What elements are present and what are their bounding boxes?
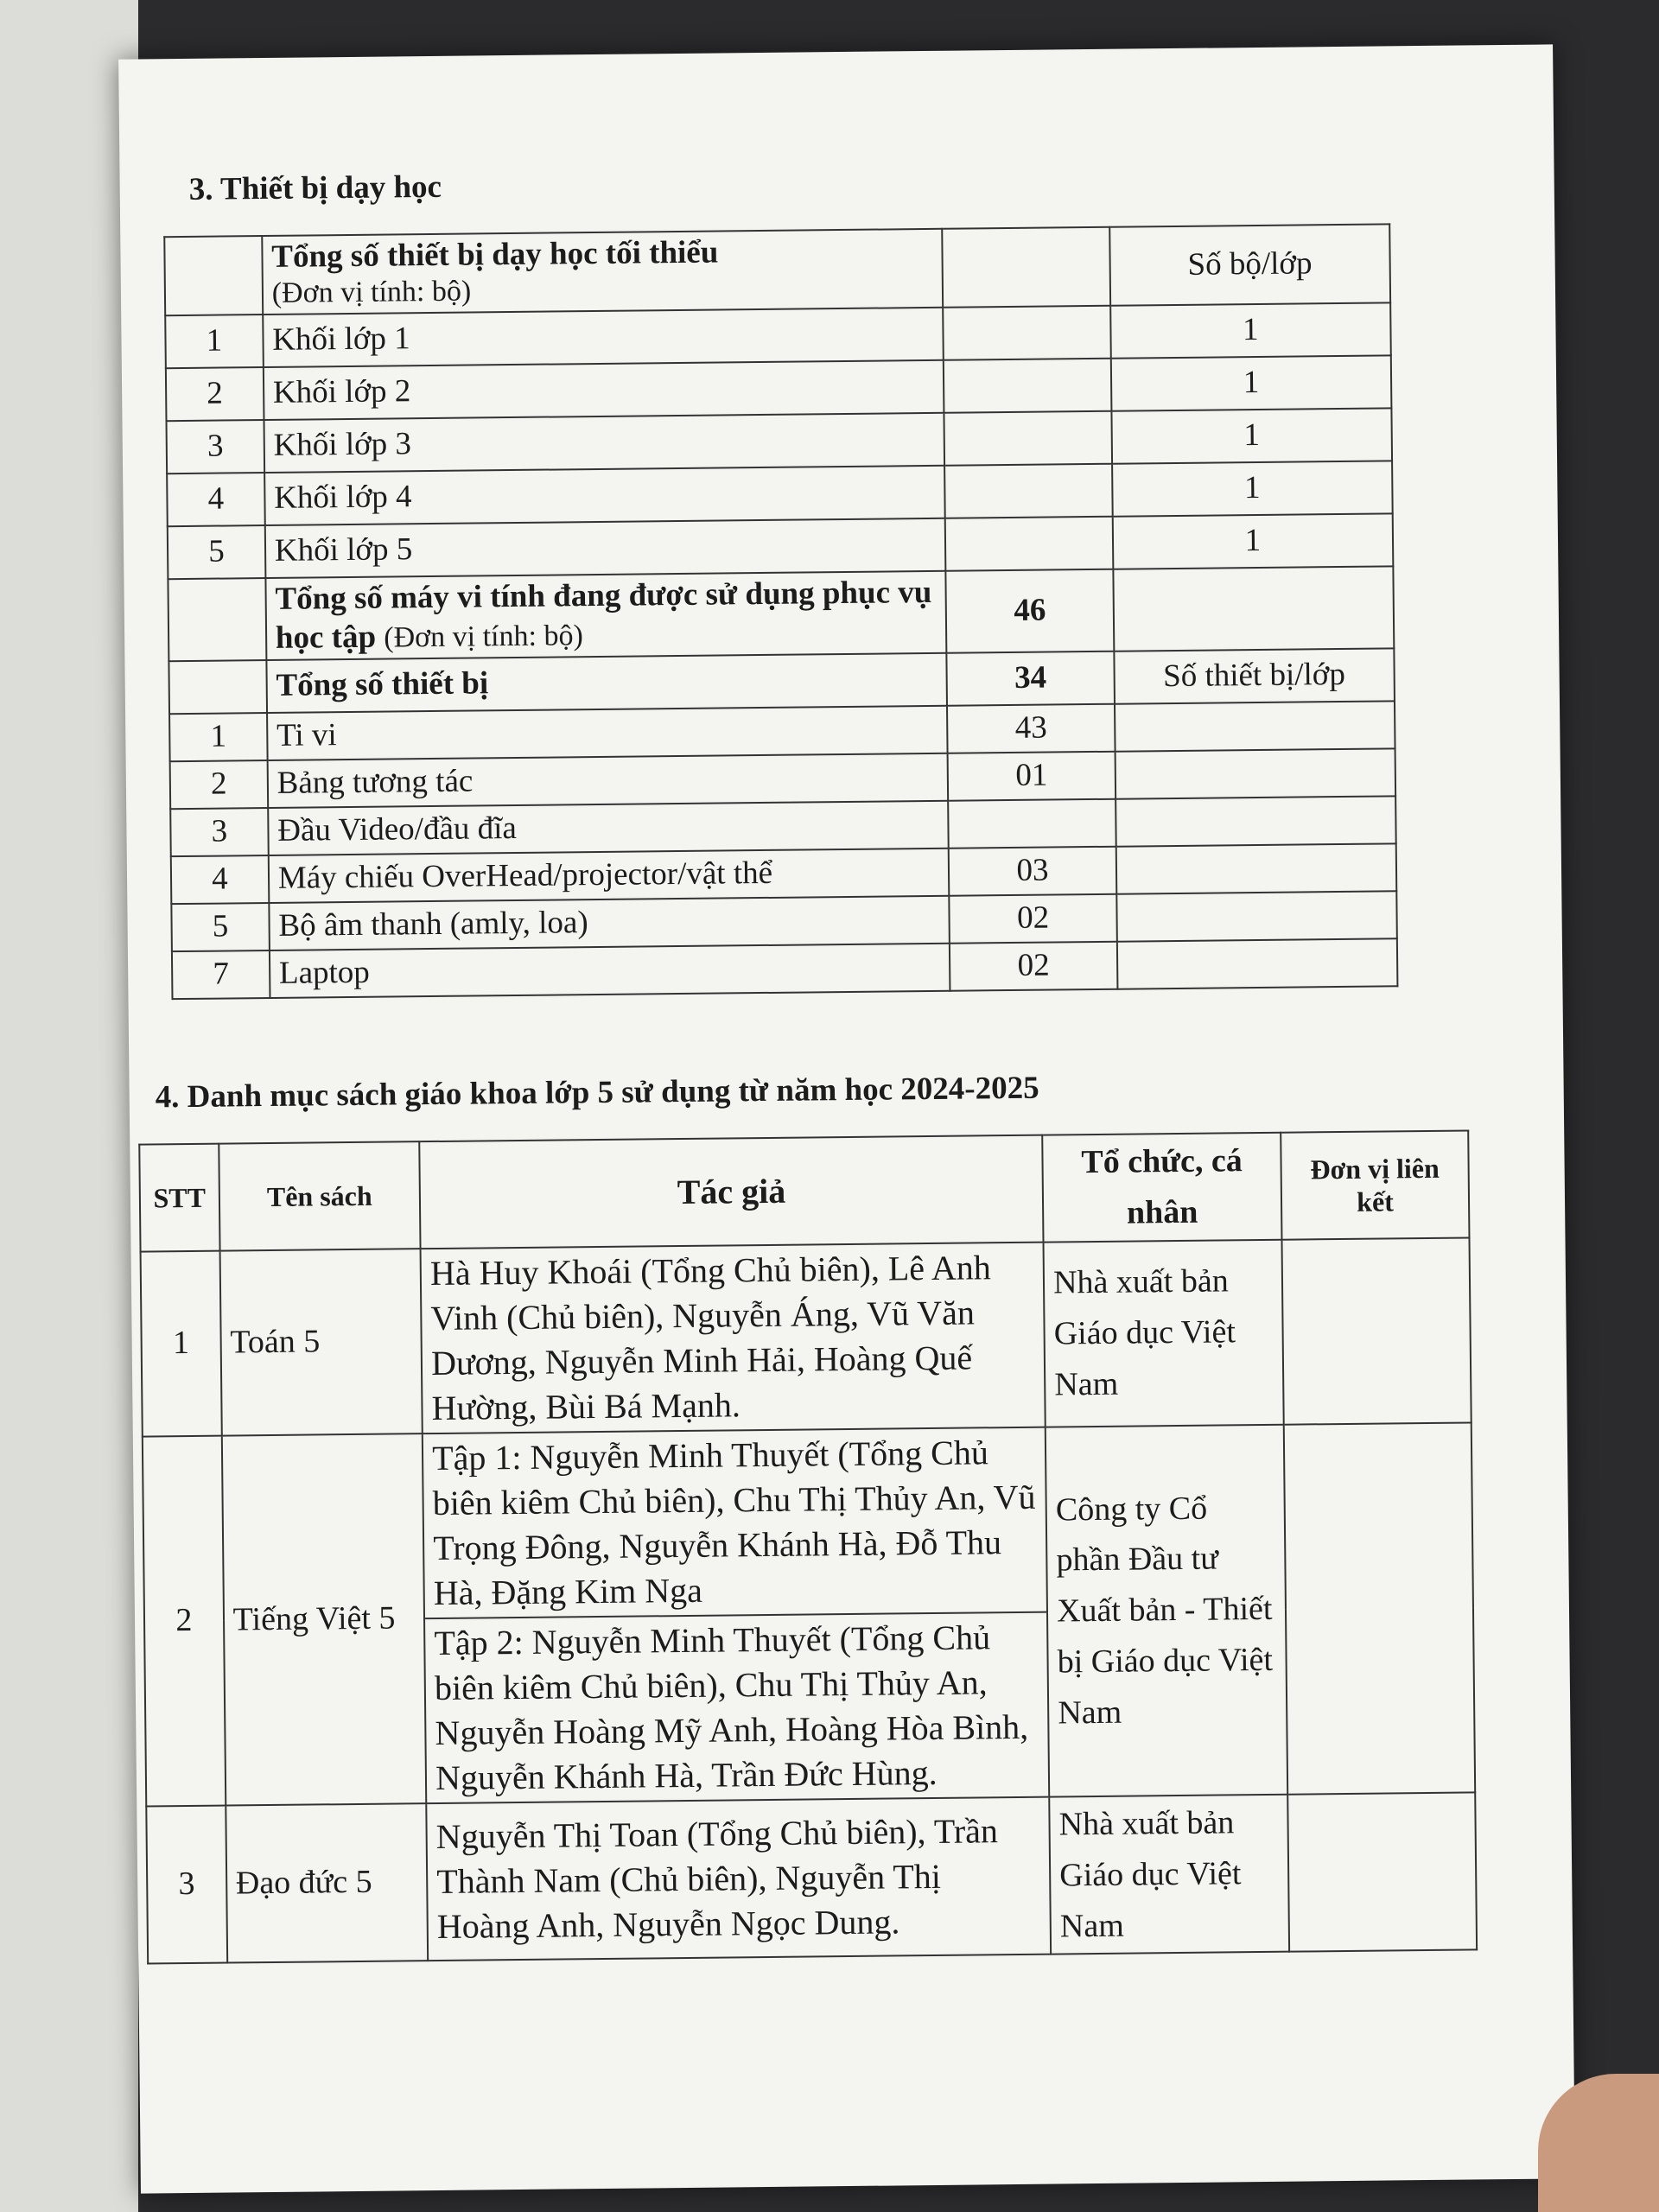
org-header: Tổ chức, cá nhân xyxy=(1042,1133,1281,1243)
table-cell xyxy=(1115,748,1395,798)
book-stt: 2 xyxy=(143,1435,226,1806)
book-partner xyxy=(1281,1237,1471,1424)
table-cell xyxy=(168,660,266,714)
sets-per-class-header: Số bộ/lớp xyxy=(1109,224,1390,306)
book-name: Toán 5 xyxy=(219,1249,423,1435)
device-stt: 5 xyxy=(171,903,269,951)
table-cell xyxy=(1117,938,1398,988)
table-row xyxy=(141,1237,1471,1436)
grade-name: Khối lớp 5 xyxy=(265,518,946,578)
device-name: Laptop xyxy=(270,944,950,998)
grade-stt: 1 xyxy=(165,315,263,368)
book-authors: Nguyễn Thị Toan (Tổng Chủ biên), Trần Thành Nam (Chủ biên), Nguyễn Thị Hoàng Anh, Nguyễn Ngọc Dung. xyxy=(426,1796,1051,1961)
book-authors-vol2: Tập 2: Nguyễn Minh Thuyết (Tổng Chủ biên kiêm Chủ biên), Chu Thị Thủy An, Nguyễn Hoàng Mỹ Anh, Hoàng Hòa Bình, Nguyễn Khánh Hà, Trần Đức Hùng. xyxy=(424,1611,1049,1803)
grade-stt: 2 xyxy=(166,367,264,421)
table-cell xyxy=(164,236,263,315)
device-stt: 1 xyxy=(169,713,267,761)
grade-value: 1 xyxy=(1112,514,1393,569)
table-row xyxy=(143,1422,1473,1621)
author-header: Tác giả xyxy=(419,1135,1043,1249)
grade-name: Khối lớp 4 xyxy=(264,466,945,525)
section-3-title: 3. Thiết bị dạy học xyxy=(188,168,442,207)
book-org: Nhà xuất bản Giáo dục Việt Nam xyxy=(1049,1794,1289,1955)
book-name: Đạo đức 5 xyxy=(226,1803,428,1963)
device-name: Máy chiếu OverHead/projector/vật thể xyxy=(269,849,950,903)
device-value: 02 xyxy=(950,894,1117,944)
computers-label-cell xyxy=(265,571,946,660)
computers-value: 46 xyxy=(946,569,1114,653)
device-value: 03 xyxy=(949,847,1116,896)
device-stt: 7 xyxy=(172,950,270,999)
table-cell xyxy=(1116,843,1396,893)
table-row xyxy=(146,1792,1477,1964)
textbooks-table xyxy=(138,1129,1478,1965)
book-name: Tiếng Việt 5 xyxy=(221,1433,426,1805)
table-cell xyxy=(1116,796,1396,846)
equipment-table xyxy=(163,223,1398,1000)
book-authors-vol1: Tập 1: Nguyễn Minh Thuyết (Tổng Chủ biên kiêm Chủ biên), Chu Thị Thủy An, Vũ Trọng Đông, Nguyễn Khánh Hà, Đỗ Thu Hà, Đặng Kim Nga xyxy=(423,1427,1047,1618)
table-cell xyxy=(168,578,266,661)
table-cell xyxy=(945,517,1113,571)
total-equipment-label: Tổng số thiết bị xyxy=(266,653,947,713)
device-stt: 4 xyxy=(171,855,269,904)
book-org: Công ty Cổ phần Đầu tư Xuất bản - Thiết bị Giáo dục Việt Nam xyxy=(1046,1425,1287,1797)
grade-name: Khối lớp 1 xyxy=(263,308,944,367)
min-equipment-header xyxy=(262,229,943,315)
grade-value: 1 xyxy=(1112,461,1393,517)
book-stt: 1 xyxy=(141,1250,222,1436)
book-authors: Hà Huy Khoái (Tổng Chủ biên), Lê Anh Vinh (Chủ biên), Nguyễn Áng, Vũ Văn Dương, Nguyễn Minh Hải, Hoàng Quế Hường, Bùi Bá Mạnh. xyxy=(421,1242,1046,1433)
section-4-title: 4. Danh mục sách giáo khoa lớp 5 sử dụng từ năm học 2024-2025 xyxy=(155,1070,1039,1116)
device-name: Ti vi xyxy=(267,706,948,760)
device-stt: 3 xyxy=(170,808,268,856)
grade-value: 1 xyxy=(1111,409,1392,464)
stt-header: STT xyxy=(139,1144,219,1252)
book-stt: 3 xyxy=(146,1805,227,1964)
document-page xyxy=(118,44,1575,2193)
total-equipment-value: 34 xyxy=(947,652,1115,706)
book-partner xyxy=(1287,1792,1477,1952)
book-partner xyxy=(1284,1422,1475,1794)
table-cell xyxy=(943,227,1110,308)
grade-value: 1 xyxy=(1110,303,1391,359)
computers-label: Tổng số máy vi tính đang được sử dụng phục vụ học tập xyxy=(275,575,932,656)
previous-page-edge xyxy=(0,0,138,2212)
table-cell xyxy=(944,359,1111,413)
device-stt: 2 xyxy=(170,760,268,809)
grade-name: Khối lớp 3 xyxy=(264,413,944,473)
device-name: Đầu Video/đầu đĩa xyxy=(268,801,949,855)
table-cell xyxy=(1113,567,1394,652)
device-name: Bộ âm thanh (amly, loa) xyxy=(269,896,950,950)
device-value: 02 xyxy=(950,942,1117,991)
grade-name: Khối lớp 2 xyxy=(264,360,944,420)
device-name: Bảng tương tác xyxy=(267,753,948,808)
book-name-header: Tên sách xyxy=(219,1141,421,1250)
table-cell xyxy=(944,464,1112,518)
table-row xyxy=(164,224,1390,315)
devices-per-class-header: Số thiết bị/lớp xyxy=(1114,648,1395,703)
grade-value: 1 xyxy=(1110,356,1391,411)
min-equipment-label: Tổng số thiết bị dạy học tối thiểu xyxy=(271,234,719,275)
table-header-row xyxy=(139,1130,1469,1251)
table-cell xyxy=(944,411,1112,466)
partner-header: Đơn vị liên kết xyxy=(1281,1130,1469,1239)
table-cell xyxy=(1115,701,1395,751)
device-value xyxy=(948,799,1116,849)
book-org: Nhà xuất bản Giáo dục Việt Nam xyxy=(1044,1240,1284,1427)
computers-unit: (Đơn vị tính: bộ) xyxy=(384,619,583,654)
grade-stt: 5 xyxy=(168,525,265,579)
table-cell xyxy=(944,306,1111,360)
device-value: 01 xyxy=(948,752,1116,801)
table-row xyxy=(168,567,1394,662)
table-cell xyxy=(1116,891,1397,941)
min-equipment-unit: (Đơn vị tính: bộ) xyxy=(271,275,472,310)
grade-stt: 3 xyxy=(166,420,264,474)
grade-stt: 4 xyxy=(167,473,264,526)
device-value: 43 xyxy=(947,704,1115,753)
